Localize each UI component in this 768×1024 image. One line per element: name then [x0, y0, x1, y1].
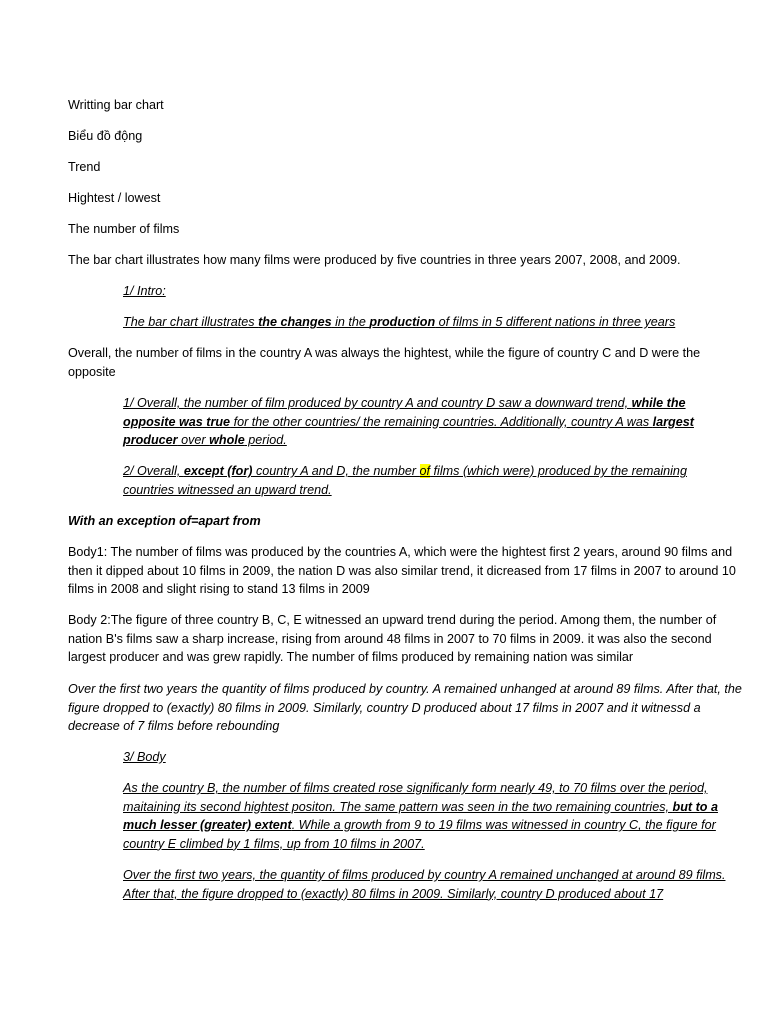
exception-note: With an exception of=apart from	[68, 514, 261, 528]
paragraph-chart-summary: The bar chart illustrates how many films were produced by five countries in three years 2007, 2008, and 2009.	[68, 253, 681, 267]
b3-text-2: . While a growth from 9 to 19 films was witnessed in country C, the figure for country E climbed by 1 films, up from 10 films in 2007.	[123, 818, 716, 851]
ov2-bold-except-for: except (for)	[183, 464, 253, 478]
body3-paragraph	[123, 779, 741, 853]
intro-bold-production: production	[369, 315, 436, 329]
line-bieu-do-dong: Biểu đồ động	[68, 129, 143, 143]
ov2-text-2: country A and D, the number	[252, 464, 420, 478]
italic-paragraph: Over the first two years the quantity of films produced by country. A remained unhanged at around 89 films. After that, the figure dropped to (exactly) 80 films in 2009. Similarly, country D produced about 17 films in 2007 and it witnessd a decrease of 7 films before rebounding	[68, 682, 742, 734]
ov2-text-3: films (which were) produced by the remaining countries witnessed an upward trend.	[123, 464, 687, 497]
ov1-text-1: 1/ Overall, the number of film produced by country A and country D saw a downward trend,	[123, 396, 632, 410]
ov1-text-2: for the other countries/ the remaining countries. Additionally, country A was	[230, 414, 653, 429]
ov1-text-3: over	[177, 433, 210, 448]
body3-heading: 3/ Body	[123, 750, 166, 764]
ov1-bold-whole: whole	[209, 433, 245, 448]
intro-text-2: in the	[331, 315, 370, 329]
overall-paragraph: Overall, the number of films in the country A was always the hightest, while the figure of country C and D were the opposite	[68, 346, 701, 379]
overall-option-2	[123, 462, 741, 499]
b3-bold-lesser-extent: but to a much lesser (greater) extent	[123, 799, 718, 833]
ov1-bold-largest-producer: largest producer	[123, 414, 694, 448]
ov1-text-4: period.	[244, 433, 287, 448]
ov2-highlight-of: of	[419, 464, 431, 478]
intro-bold-changes: the changes	[258, 315, 332, 329]
body2-paragraph: Body 2:The figure of three country B, C, E witnessed an upward trend during the period. Among them, the number of nation B's films saw a sharp increase, rising from around 48 films in 2007 to 70 films in 2009. it was also the second largest producer and was grew rapidly. The number of films produced by remaining nation was similar	[68, 613, 717, 665]
intro-text-1: The bar chart illustrates	[123, 315, 259, 329]
intro-heading: 1/ Intro:	[123, 284, 166, 298]
b3-text-1: As the country B, the number of films created rose significanly form nearly 49, to 70 films over the period, maitaining its second hightest positon. The same pattern was seen in the two remaining countries,	[123, 781, 708, 814]
line-number-of-films: The number of films	[68, 222, 180, 236]
line-writting-bar-chart: Writting bar chart	[68, 98, 164, 112]
intro-paragraph	[123, 313, 741, 332]
body1-paragraph: Body1: The number of films was produced by the countries A, which were the hightest first 2 years, around 90 films and then it dipped about 10 films in 2009, the nation D was also similar trend, it dicreased from 17 films in 2007 to around 10 films in 2008 and slight rising to stand 13 films in 2009	[68, 545, 736, 597]
line-trend: Trend	[68, 160, 101, 174]
overall-option-1	[123, 394, 741, 450]
last-paragraph: Over the first two years, the quantity of films produced by country A remained unchanged at around 89 films. After that, the figure dropped to (exactly) 80 films in 2009. Similarly, country D produced about 17	[123, 868, 726, 901]
line-hightest-lowest: Hightest / lowest	[68, 191, 161, 205]
ov1-bold-opposite: while the opposite was true	[123, 396, 686, 429]
intro-text-3: of films in 5 different nations in three years	[435, 315, 676, 329]
ov2-text-1: 2/ Overall,	[123, 464, 184, 478]
